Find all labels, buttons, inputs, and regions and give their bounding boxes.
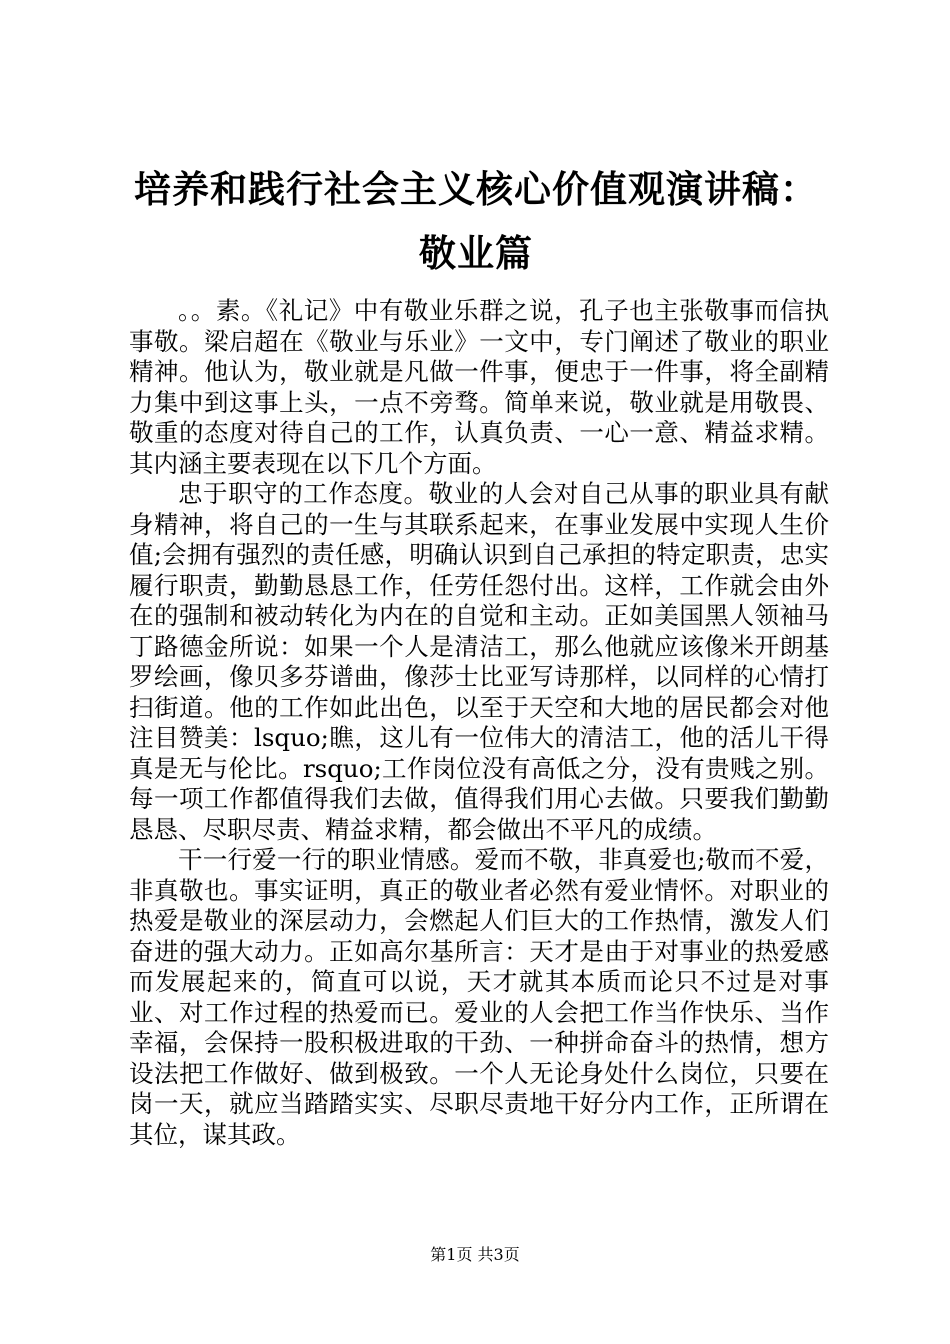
paragraph-love-of-work: 干一行爱一行的职业情感。爱而不敬，非真爱也;敬而不爱，非真敬也。事实证明，真正的敬业者必然有爱业情怀。对职业的热爱是敬业的深层动力，会燃起人们巨大的工作热情，激发人们奋进的强大动力。正如高尔基所言：天才是由于对事业的热爱感而发展起来的，简直可以说，天才就其本质而论只不过是对事业、对工作过程的热爱而已。爱业的人会把工作当作快乐、当作幸福，会保持一股积极进取的干劲、一种拼命奋斗的热情，想方设法把工作做好、做到极致。一个人无论身处什么岗位，只要在岗一天，就应当踏踏实实、尽职尽责地干好分内工作，正所谓在其位，谋其政。 [129,845,829,1149]
document-title: 培养和践行社会主义核心价值观演讲稿：敬业篇 [134,167,818,275]
paragraph-dedication: 忠于职守的工作态度。敬业的人会对自己从事的职业具有献身精神，将自己的一生与其联系起来，在事业发展中实现人生价值;会拥有强烈的责任感，明确认识到自己承担的特定职责，忠实履行职责，勤勤恳恳工作，任劳任怨付出。这样，工作就会由外在的强制和被动转化为内在的自觉和主动。正如美国黑人领袖马丁路德金所说：如果一个人是清洁工，那么他就应该像米开朗基罗绘画，像贝多芬谱曲，像莎士比亚写诗那样，以同样的心情打扫街道。他的工作如此出色，以至于天空和大地的居民都会对他注目赞美：lsquo;瞧，这儿有一位伟大的清洁工，他的活儿干得真是无与伦比。rsquo;工作岗位没有高低之分，没有贵贱之别。每一项工作都值得我们去做，值得我们用心去做。只要我们勤勤恳恳、尽职尽责、精益求精，都会做出不平凡的成绩。 [129,479,829,844]
paragraph-intro: 。。素。《礼记》中有敬业乐群之说，孔子也主张敬事而信执事敬。梁启超在《敬业与乐业》一文中，专门阐述了敬业的职业精神。他认为，敬业就是凡做一件事，便忠于一件事，将全副精力集中到这事上头，一点不旁骛。简单来说，敬业就是用敬畏、敬重的态度对待自己的工作，认真负责、一心一意、精益求精。其内涵主要表现在以下几个方面。 [129,296,829,478]
page-footer: 第1页 共3页 [430,1245,520,1264]
document-body [129,296,829,1150]
